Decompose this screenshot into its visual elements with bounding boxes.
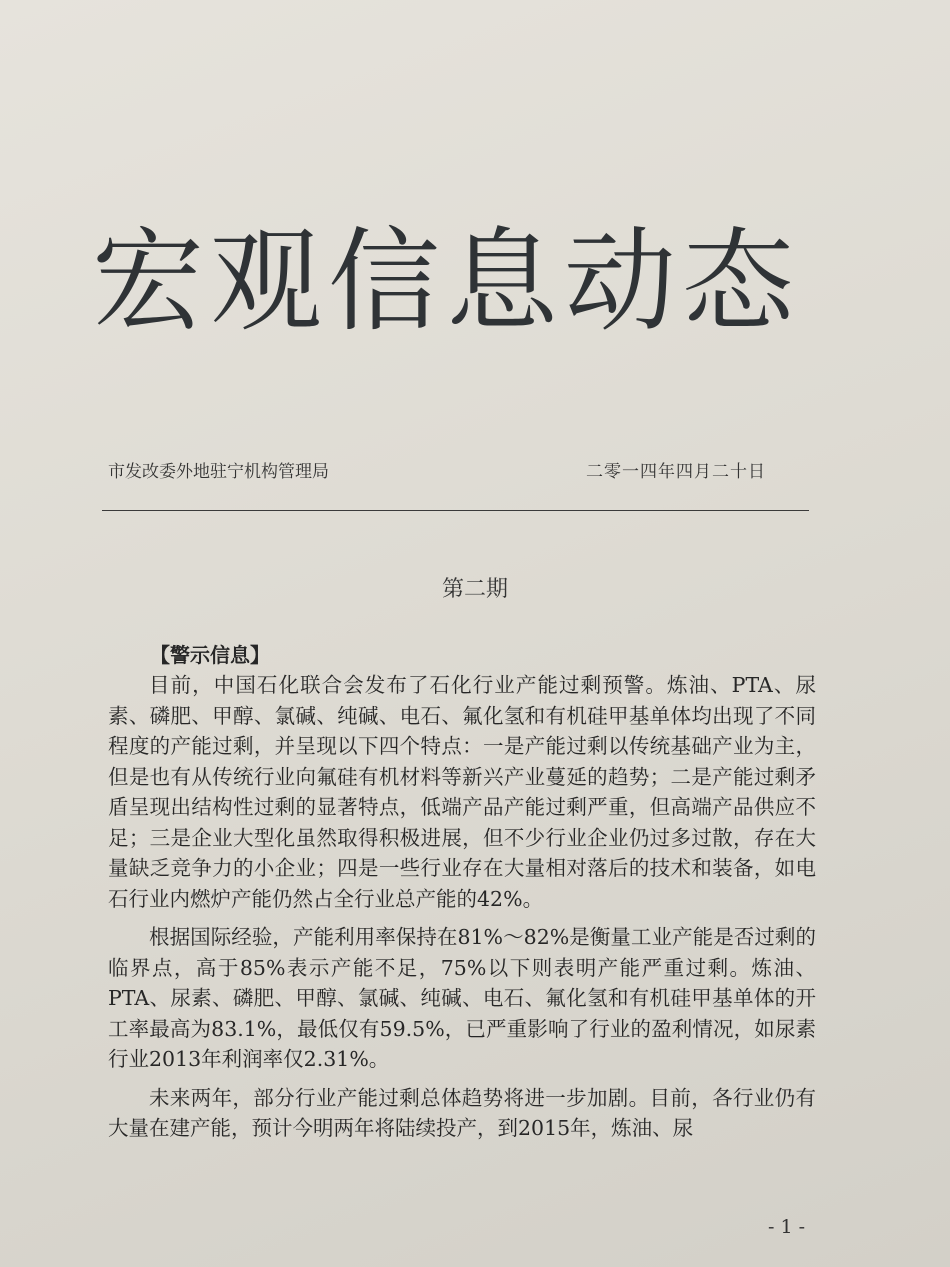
page-number: - 1 -: [768, 1216, 806, 1238]
paragraph-1: 目前，中国石化联合会发布了石化行业产能过剩预警。炼油、PTA、尿素、磷肥、甲醇、氯碱、纯碱、电石、氟化氢和有机硅甲基单体均出现了不同程度的产能过剩，并呈现以下四个特点：一是产能过剩以传统基础产业为主，但是也有从传统行业向氟硅有机材料等新兴产业蔓延的趋势；二是产能过剩矛盾呈现出结构性过剩的显著特点，低端产品产能过剩严重，但高端产品供应不足；三是企业大型化虽然取得积极进展，但不少行业企业仍过多过散，存在大量缺乏竞争力的小企业；四是一些行业存在大量相对落后的技术和装备，如电石行业内燃炉产能仍然占全行业总产能的42%。: [108, 673, 816, 911]
body-text: [108, 640, 816, 1144]
document-title: 宏观信息动态: [92, 217, 800, 347]
issue-date: 二零一四年四月二十日: [586, 462, 766, 482]
issue-number: 第二期: [441, 577, 508, 602]
paragraph-2: 根据国际经验，产能利用率保持在81%～82%是衡量工业产能是否过剩的临界点，高于85%表示产能不足，75%以下则表明产能严重过剩。炼油、PTA、尿素、磷肥、甲醇、氯碱、纯碱、电石、氟化氢和有机硅甲基单体的开工率最高为83.1%，最低仅有59.5%，已严重影响了行业的盈利情况，如尿素行业2013年利润率仅2.31%。: [108, 925, 816, 1071]
header-divider: [102, 510, 809, 511]
issuer-name: 市发改委外地驻宁机构管理局: [108, 462, 329, 482]
paragraph-3: 未来两年，部分行业产能过剩总体趋势将进一步加剧。目前，各行业仍有大量在建产能，预计今明两年将陆续投产，到2015年，炼油、尿: [108, 1085, 816, 1140]
section-heading: 【警示信息】: [150, 643, 270, 667]
